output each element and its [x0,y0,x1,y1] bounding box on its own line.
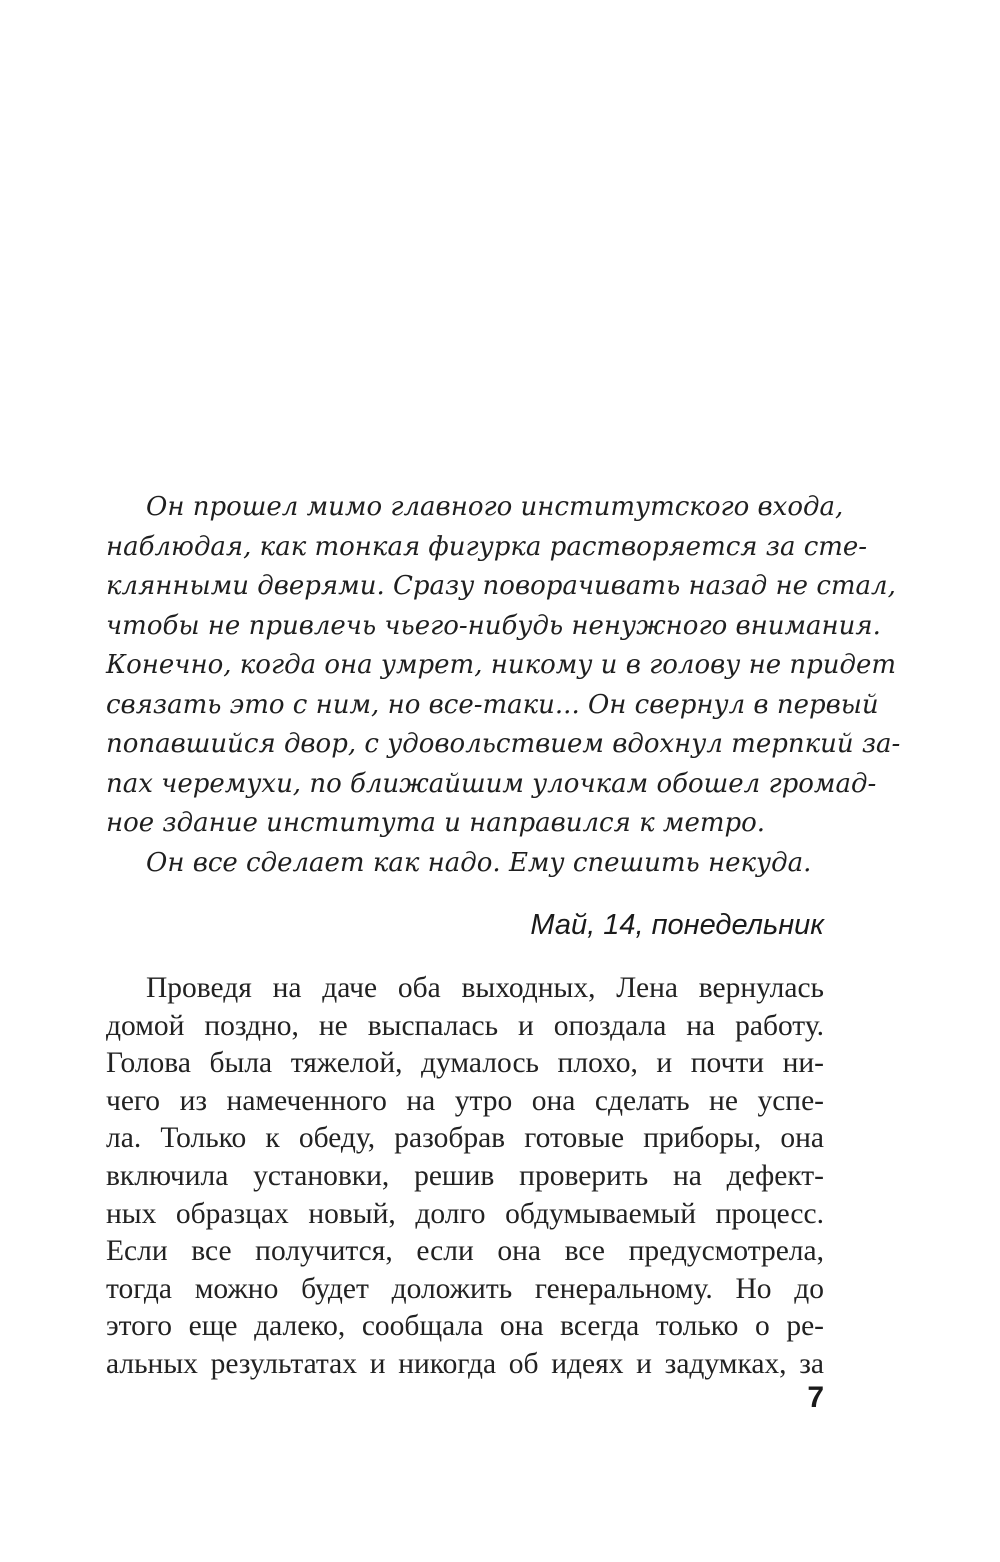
page-number: 7 [807,1381,824,1414]
italic-line: Он все сделает как надо. Ему спешить некуда. [146,847,812,878]
italic-line: ное здание института и направился к метро. [106,808,766,838]
italic-passage [106,488,901,883]
italic-line: Он прошел мимо главного институтского входа, [146,492,844,522]
body-line: чего из намеченного на утро она сделать не успе- [106,1084,824,1117]
body-line: домой поздно, не выспалась и опоздала на работу. [106,1009,824,1042]
italic-line: пах черемухи, по ближайшим улочкам обошел громад- [106,768,877,799]
body-line: тогда можно будет доложить генеральному. Но до [106,1272,824,1305]
italic-line: связать это с ним, но все-таки... Он свернул в первый [106,689,879,720]
body-line: включила установки, решив проверить на дефект- [106,1159,824,1192]
section-heading: Май, 14, понедельник [530,909,824,941]
body-line: Голова была тяжелой, думалось плохо, и почти ни- [106,1047,824,1080]
italic-line: наблюдая, как тонкая фигурка растворяется за сте- [106,531,868,562]
body-line: Проведя на даче оба выходных, Лена вернулась [146,972,824,1004]
body-line: альных результатах и никогда об идеях и задумках, за [106,1347,824,1380]
body-line: Если все получится, если она все предусмотрела, [106,1235,824,1268]
italic-line: чтобы не привлечь чьего-нибудь ненужного внимания. [106,610,881,641]
body-line: ных образцах новый, долго обдумываемый процесс. [106,1197,824,1230]
body-line: ла. Только к обеду, разобрав готовые приборы, она [106,1122,824,1155]
italic-line: Конечно, когда она умрет, никому и в голову не придет [106,650,897,680]
body-line: этого еще далеко, сообщала она всегда только о ре- [106,1310,824,1343]
body-passage [106,970,824,1384]
italic-line: попавшийся двор, с удовольствием вдохнул терпкий за- [106,729,901,759]
italic-line: клянными дверями. Сразу поворачивать назад не стал, [106,571,896,601]
